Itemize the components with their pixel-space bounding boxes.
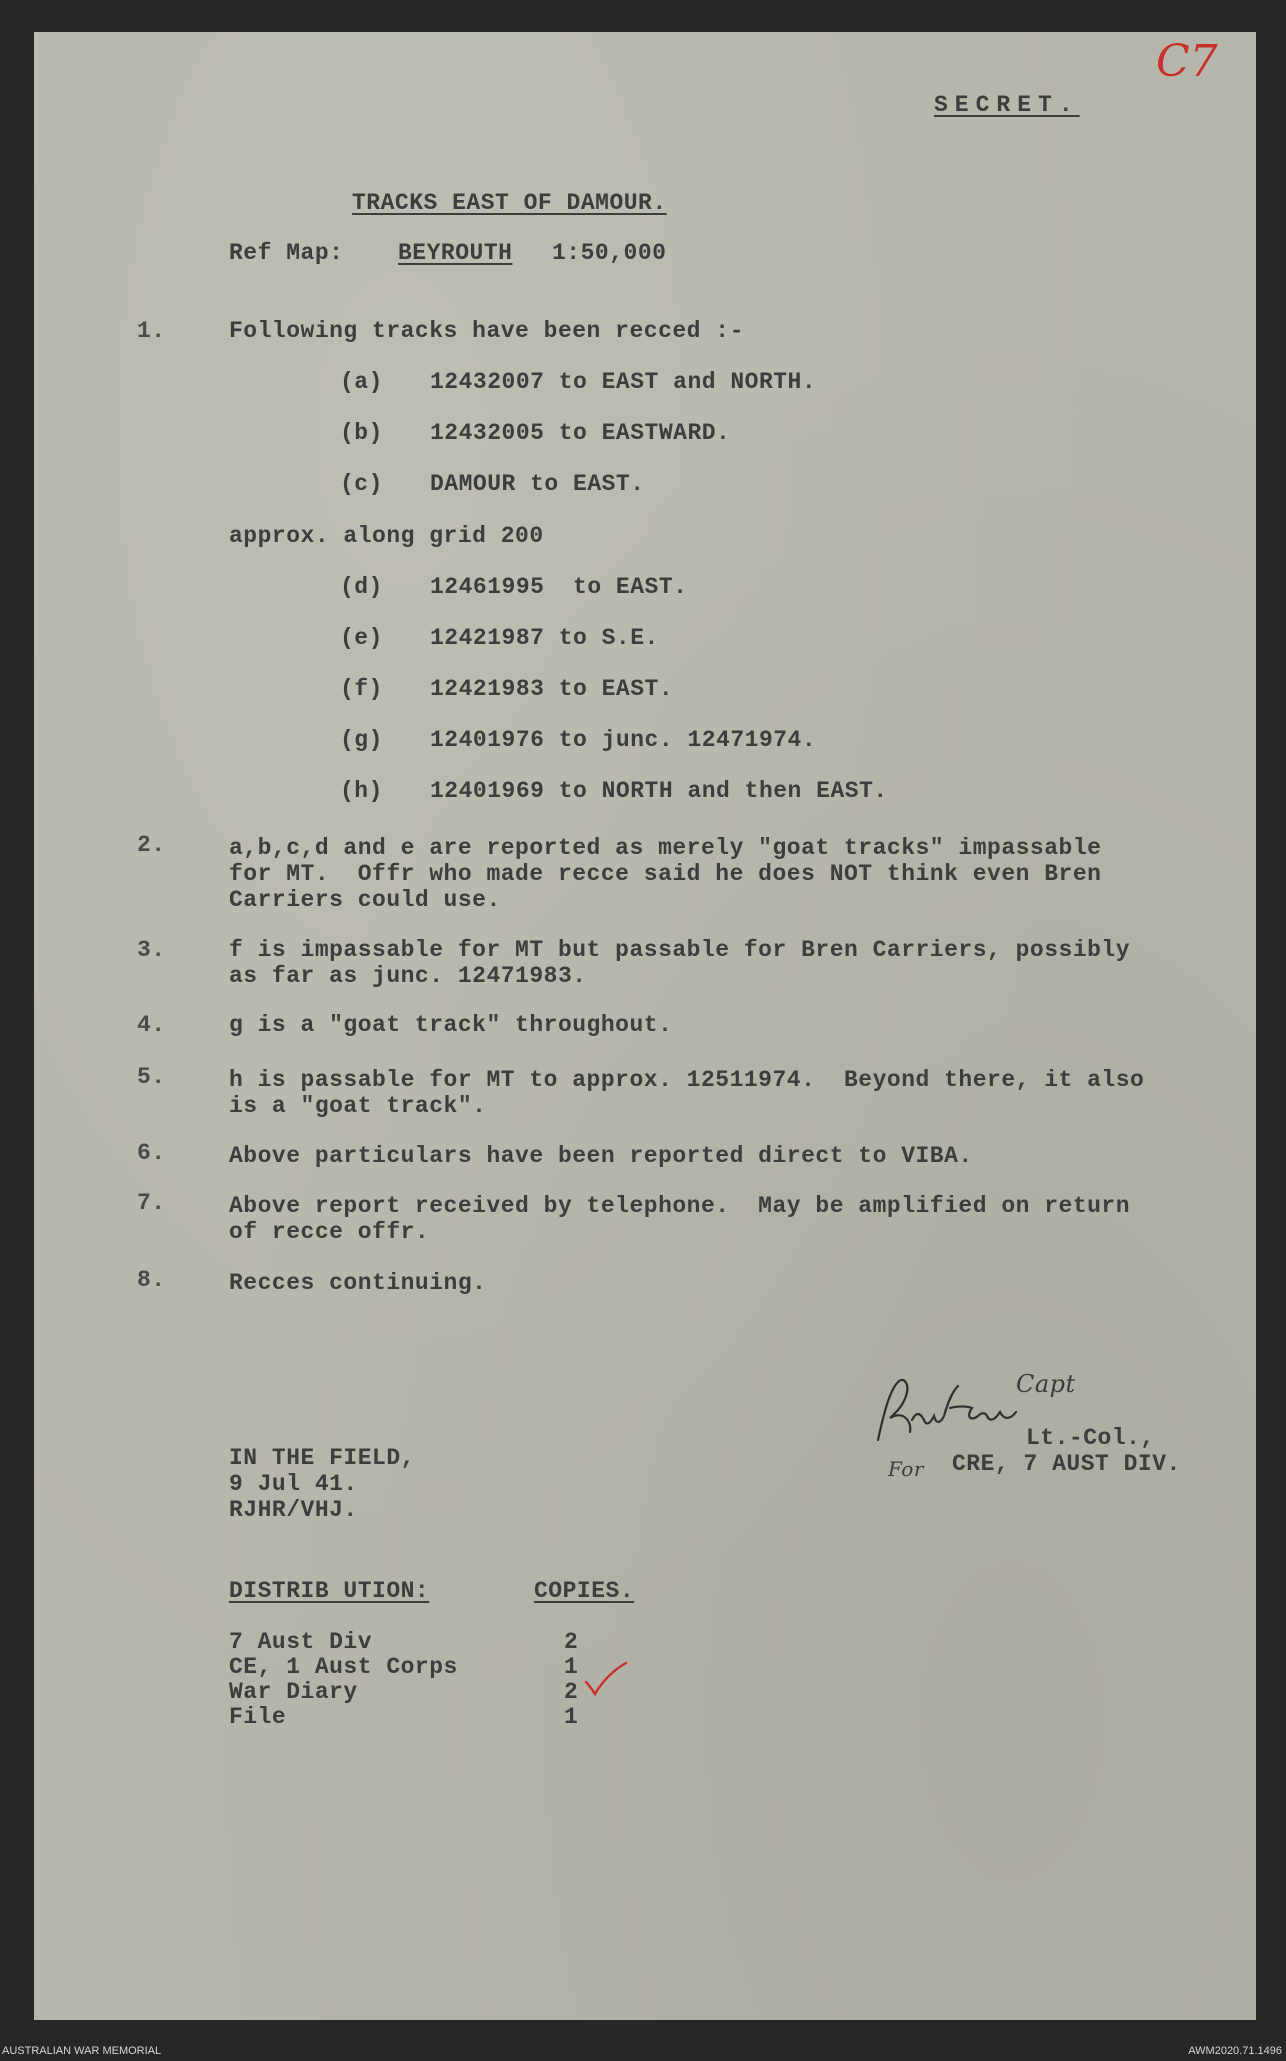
track-text: 12432007 to EAST and NORTH. [430,369,817,395]
para-line: Above particulars have been reported direct to VIBA. [229,1143,973,1169]
para-number: 8. [137,1267,166,1293]
para-number: 4. [137,1012,166,1038]
origin-date: 9 Jul 41. [229,1471,358,1497]
track-letter: (f) [340,676,383,702]
document-title: TRACKS EAST OF DAMOUR. [352,190,667,216]
origin-place: IN THE FIELD, [229,1445,415,1471]
para-number: 7. [137,1190,166,1216]
footer-catalogue-number: AWM2020.71.1496 [1188,2045,1282,2057]
distribution-copies: 1 [564,1704,579,1730]
origin-reference: RJHR/VHJ. [229,1497,358,1523]
classification-stamp: SECRET. [934,92,1080,118]
ref-map-scale: 1:50,000 [552,240,667,266]
distribution-recipient: File [229,1704,287,1730]
distribution-header: DISTRIB UTION: [229,1578,430,1604]
para-number: 5. [137,1064,166,1090]
para-line: is a "goat track". [229,1093,487,1119]
para-number: 6. [137,1140,166,1166]
distribution-copies: 1 [564,1654,579,1680]
footer-archive-name: AUSTRALIAN WAR MEMORIAL [2,2045,162,2057]
signature-handwritten-title: Capt [1016,1370,1076,1398]
signatory-rank: Lt.-Col., [1026,1425,1155,1451]
red-check-mark [582,1660,630,1700]
para-text: Following tracks have been recced :- [229,318,744,344]
track-text: 12421987 to S.E. [430,625,659,651]
para-line: h is passable for MT to approx. 12511974. Beyond there, it also [229,1067,1145,1093]
track-letter: (e) [340,625,383,651]
track-text: 12461995 to EAST. [430,574,688,600]
para-line: f is impassable for MT but passable for Bren Carriers, possibly [229,937,1131,963]
distribution-copies: 2 [564,1629,579,1655]
archive-mark: C7 [1156,36,1218,87]
track-text: 12432005 to EASTWARD. [430,420,731,446]
para-line: Carriers could use. [229,887,501,913]
para-line: g is a "goat track" throughout. [229,1012,673,1038]
track-letter: (b) [340,420,383,446]
ref-map-name: BEYROUTH [398,240,513,266]
approx-note: approx. along grid 200 [229,523,544,549]
para-line: Recces continuing. [229,1270,487,1296]
copies-header: COPIES. [534,1578,635,1604]
track-letter: (h) [340,778,383,804]
para-line: for MT. Offr who made recce said he does NOT think even Bren [229,861,1102,887]
para-line: Above report received by telephone. May be amplified on return [229,1193,1131,1219]
para-number: 3. [137,937,166,963]
distribution-copies: 2 [564,1679,579,1705]
para-line: of recce offr. [229,1219,430,1245]
distribution-recipient: CE, 1 Aust Corps [229,1654,458,1680]
track-letter: (a) [340,369,383,395]
track-letter: (c) [340,471,383,497]
track-text: DAMOUR to EAST. [430,471,645,497]
para-line: as far as junc. 12471983. [229,963,587,989]
para-line: a,b,c,d and e are reported as merely "goat tracks" impassable [229,835,1102,861]
signatory-unit: CRE, 7 AUST DIV. [952,1451,1181,1477]
track-text: 12401969 to NORTH and then EAST. [430,778,888,804]
document-page [34,32,1256,2020]
distribution-recipient: 7 Aust Div [229,1629,373,1655]
track-text: 12421983 to EAST. [430,676,674,702]
ref-map-label: Ref Map: [229,240,344,266]
distribution-recipient: War Diary [229,1679,358,1705]
track-text: 12401976 to junc. 12471974. [430,727,817,753]
track-letter: (g) [340,727,383,753]
para-number: 1. [137,318,166,344]
para-number: 2. [137,832,166,858]
track-letter: (d) [340,574,383,600]
signature-for: For [888,1457,924,1481]
